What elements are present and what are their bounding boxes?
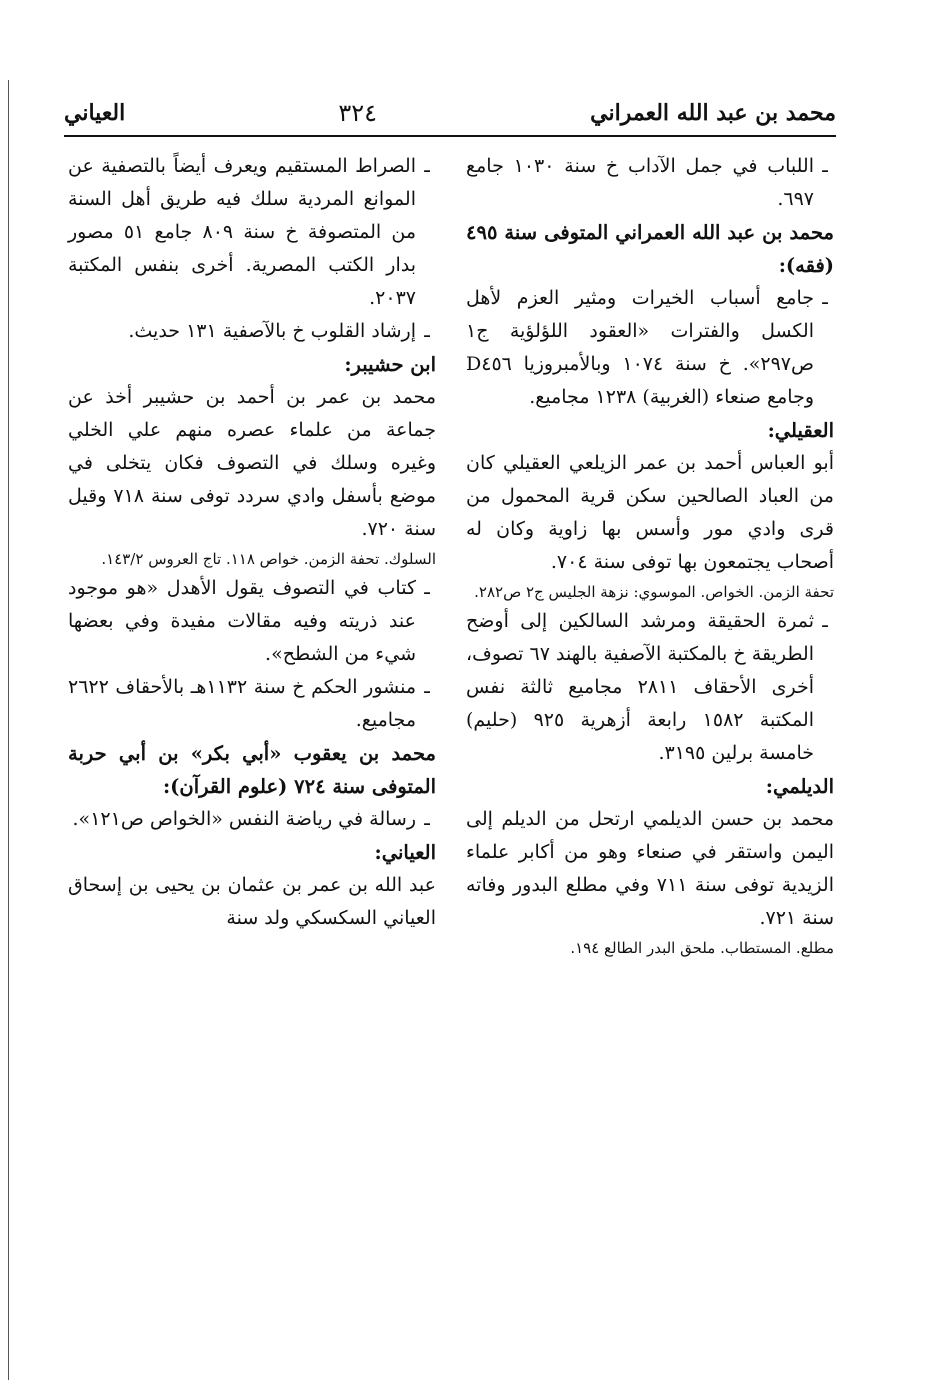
item-text: إرشاد القلوب خ بالآصفية ١٣١ حديث. bbox=[128, 320, 416, 342]
paragraph: محمد بن حسن الديلمي ارتحل من الديلم إلى اليمن واستقر في صنعاء وهو من أكابر علماء الزيدية توفى سنة ٧١١ وفي مطلع البدور وفاته سنة ٧٢١. bbox=[466, 808, 834, 929]
header-left-title: العياني bbox=[64, 100, 126, 126]
source-note: مطلع. المستطاب. ملحق البدر الطالع ١٩٤. bbox=[570, 939, 834, 957]
entry-heading: محمد بن يعقوب «أبي بكر» بن أبي حربة المتوفى سنة ٧٢٤ (علوم القرآن): bbox=[68, 742, 436, 798]
list-item bbox=[68, 315, 436, 348]
left-column bbox=[68, 150, 436, 935]
dash-marker: ـ bbox=[424, 577, 430, 599]
right-column bbox=[466, 150, 834, 961]
section-heading: العقيلي: bbox=[767, 419, 834, 442]
section-heading: ابن حشيبر: bbox=[344, 353, 436, 376]
item-text: الصراط المستقيم ويعرف أيضاً بالتصفية عن الموانع المردية سلك فيه طريق أهل السنة من المتصوفة خ سنة ٨٠٩ جامع ٥١ مصور بدار الكتب المصرية. أخرى بنفس المكتبة ٢٠٣٧. bbox=[68, 155, 417, 309]
entry-heading: محمد بن عبد الله العمراني المتوفى سنة ٤٩٥ (فقه): bbox=[466, 221, 834, 277]
dash-marker: ـ bbox=[424, 808, 430, 830]
dash-marker: ـ bbox=[424, 155, 430, 177]
list-item bbox=[68, 671, 436, 737]
header-rule bbox=[64, 135, 836, 137]
running-header bbox=[64, 96, 836, 130]
list-item bbox=[466, 282, 834, 414]
list-item bbox=[466, 605, 834, 770]
source-note: السلوك. تحفة الزمن. خواص ١١٨. تاج العروس ١٤٣/٢. bbox=[101, 550, 436, 568]
list-item bbox=[68, 803, 436, 836]
source-note: تحفة الزمن. الخواص. الموسوي: نزهة الجليس ج٢ ص٢٨٢. bbox=[474, 583, 834, 601]
header-right-title: محمد بن عبد الله العمراني bbox=[590, 100, 836, 126]
item-text: ثمرة الحقيقة ومرشد السالكين إلى أوضح الطريقة خ بالمكتبة الآصفية بالهند ٦٧ تصوف، أخرى الأحقاف ٢٨١١ مجاميع ثالثة نفس المكتبة ١٥٨٢ رابعة أزهرية ٩٢٥ (حليم) خامسة برلين ٣١٩٥. bbox=[466, 610, 815, 764]
paragraph: محمد بن عمر بن أحمد بن حشيبر أخذ عن جماعة من علماء عصره منهم علي الخلي وغيره وسلك في التصوف فكان يتخلى في موضع بأسفل وادي سردد توفى سنة ٧١٨ وقيل سنة ٧٢٠. bbox=[68, 386, 437, 540]
item-text: اللباب في جمل الآداب خ سنة ١٠٣٠ جامع ٦٩٧. bbox=[466, 155, 814, 210]
page-edge-line bbox=[8, 80, 9, 1380]
page-number: ٣٢٤ bbox=[338, 99, 378, 127]
dash-marker: ـ bbox=[424, 676, 430, 698]
paragraph: عبد الله بن عمر بن عثمان بن يحيى بن إسحاق العياني السكسكي ولد سنة bbox=[68, 874, 436, 929]
list-item bbox=[68, 150, 436, 315]
item-text: منشور الحكم خ سنة ١١٣٢هـ بالأحقاف ٢٦٢٢ مجاميع. bbox=[68, 676, 416, 731]
section-heading: الديلمي: bbox=[765, 775, 834, 798]
item-text: كتاب في التصوف يقول الأهدل «هو موجود عند ذريته وفيه مقالات مفيدة وفي بعضها شيء من الشطح». bbox=[68, 577, 416, 665]
paragraph: أبو العباس أحمد بن عمر الزيلعي العقيلي كان من العباد الصالحين سكن قرية المحمول من قرى وادي مور وأسس بها زاوية وكان له أصحاب يجتمعون بها توفى سنة ٧٠٤. bbox=[466, 452, 834, 573]
dash-marker: ـ bbox=[822, 155, 828, 177]
list-item bbox=[466, 150, 834, 216]
dash-marker: ـ bbox=[822, 287, 828, 309]
dash-marker: ـ bbox=[424, 320, 430, 342]
item-text: جامع أسباب الخيرات ومثير العزم لأهل الكسل والفترات «العقود اللؤلؤية ج١ ص٢٩٧». خ سنة ١٠٧٤ وبالأمبروزيا D٤٥٦ وجامع صنعاء (الغربية) ١٢٣٨ مجاميع. bbox=[466, 287, 814, 408]
section-heading: العياني: bbox=[374, 841, 436, 864]
list-item bbox=[68, 572, 436, 671]
item-text: رسالة في رياضة النفس «الخواص ص١٢١». bbox=[72, 808, 416, 830]
dash-marker: ـ bbox=[822, 610, 828, 632]
